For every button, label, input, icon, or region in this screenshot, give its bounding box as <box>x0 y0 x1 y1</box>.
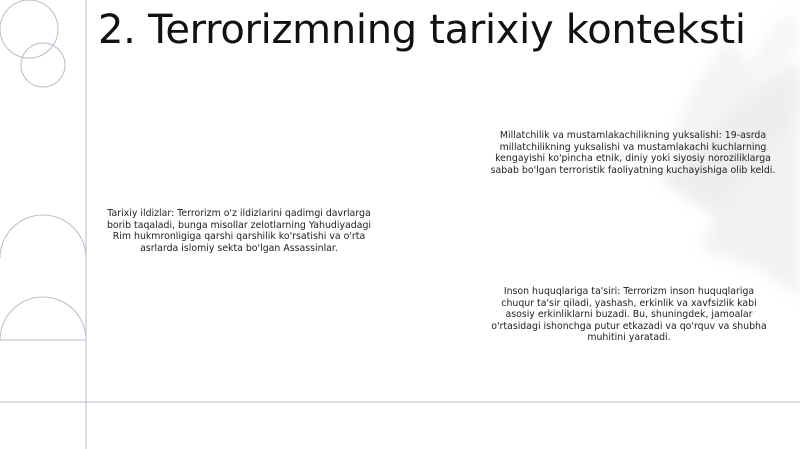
block-heading: Millatchilik va mustamlakachilikning yuksalishi: <box>499 130 722 141</box>
block-text: Terrorizm o'z ildizlarini qadimgi davrlarga borib taqaladi, bunga misollar zelotlarning Yahudiyadagi Rim hukmronligiga qarshi qarshilik ko'rsatishi va o'rta asrlarda islomiy sekta bo'lgan Assassinlar. <box>106 208 372 254</box>
block-heading: Tarixiy ildizlar: <box>107 208 175 219</box>
block-text: Terrorizm inson huquqlariga chuqur ta'sir qiladi, yashash, erkinlik va xavfsizlik kabi asosiy erkinliklarni buzadi. Bu, shuningdek, jamoalar o'rtasidagi ishonchga putur etkazadi va qo'rquv va shubha muhitini yaratadi. <box>491 286 767 344</box>
text-block-human-rights <box>488 286 770 344</box>
block-heading: Inson huquqlariga ta'siri: <box>503 286 621 297</box>
text-block-nationalism <box>490 130 776 176</box>
block-text: 19-asrda millatchilikning yuksalishi va mustamlakachi kuchlarning kengayishi ko'pincha etnik, diniy yoki siyosiy noroziliklarga sabab bo'lgan terroristik faoliyatning kuchayishiga olib keldi. <box>490 130 776 176</box>
text-block-historical-roots <box>100 208 378 254</box>
page-title: 2. Terrorizmning tarixiy konteksti <box>98 7 746 53</box>
